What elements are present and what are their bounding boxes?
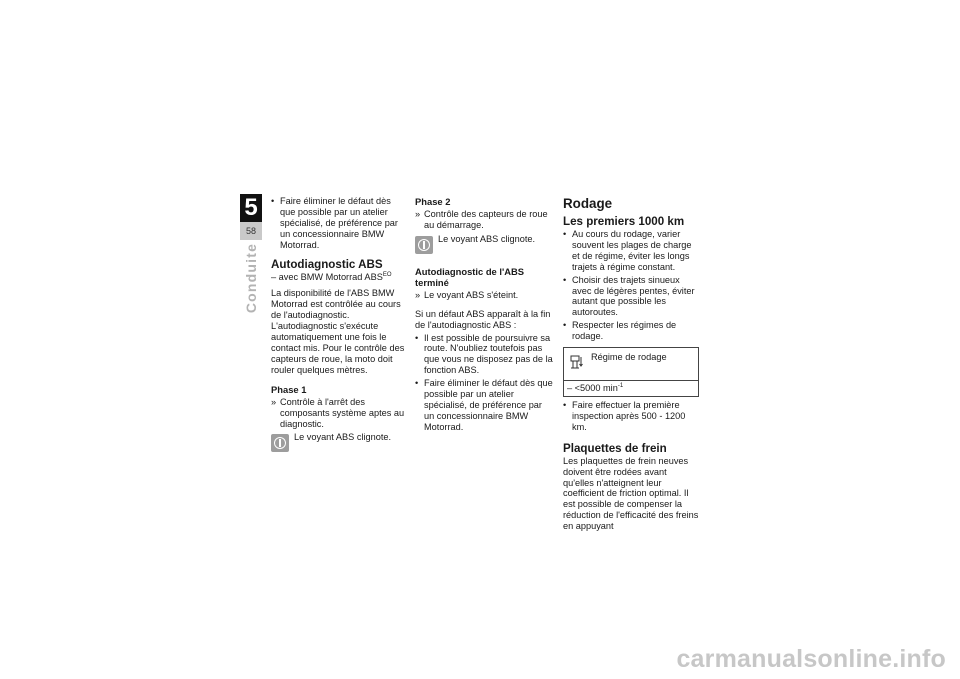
spec-box-header — [564, 348, 698, 380]
paragraph: Les plaquettes de frein neuves doivent être rodées avant qu'elles n'atteignent leur coefficient de friction optimal. Il est possible de compenser la réduction de l'efficacité des freins en appuyant — [563, 455, 699, 532]
spec-box-label: Régime de rodage — [591, 352, 667, 363]
chapter-tab — [240, 194, 262, 240]
phase-2-heading: Phase 2 — [415, 196, 451, 207]
section-heading-first-km: Les premiers 1000 km — [563, 215, 685, 228]
spec-box-value — [564, 380, 698, 396]
engine-speed-icon — [570, 354, 584, 370]
watermark: carmanualsonline.info — [676, 645, 946, 673]
list-item: • Faire éliminer le défaut dès que possible par un atelier spécialisé, de préférence par un concessionnaire BMW Motorrad. — [271, 196, 408, 251]
info-note — [271, 432, 408, 452]
info-note — [415, 234, 553, 254]
section-side-label: Conduite — [243, 242, 259, 314]
info-note-text: Le voyant ABS clignote. — [438, 233, 536, 244]
selfdiag-done-heading: Autodiagnostic de l'ABS terminé — [415, 265, 525, 288]
spec-value-superscript: -1 — [617, 383, 624, 389]
info-note-text: Le voyant ABS clignote. — [294, 432, 392, 443]
page-number: 58 — [240, 222, 262, 240]
paragraph: La disponibilité de l'ABS BMW Motorrad est contrôlée au cours de l'autodiagnostic. L'autodiagnostic s'exécute automatiquement une fois le contact mis. Pour le contrôle des capteurs de roue, la moto doit rouler quelques mètres. — [271, 288, 405, 375]
section-heading-brake-pads: Plaquettes de frein — [563, 441, 667, 455]
equipment-note — [271, 272, 408, 283]
list-item: • Au cours du rodage, varier souvent les plages de charge et de régime, éviter les longs trajets à régime constant. — [563, 229, 699, 273]
column-middle — [415, 196, 553, 435]
list-item: • Il est possible de poursuivre sa route. N'oubliez toutefois pas que vous ne disposez pas de la fonction ABS. — [415, 333, 553, 377]
column-right — [563, 196, 699, 538]
step-item: » Contrôle à l'arrêt des composants système aptes au diagnostic. — [271, 397, 408, 430]
spec-box — [563, 347, 699, 397]
chapter-number: 5 — [240, 194, 262, 222]
list-item: • Faire éliminer le défaut dès que possible par un atelier spécialisé, de préférence par un concessionnaire BMW Motorrad. — [415, 378, 553, 433]
chapter-title-rodage: Rodage — [563, 196, 613, 211]
info-icon — [415, 236, 433, 254]
list-item: • Respecter les régimes de rodage. — [563, 320, 699, 342]
list-item: • Choisir des trajets sinueux avec de légères pentes, éviter autant que possible les autoroutes. — [563, 275, 699, 319]
list-item: • Faire effectuer la première inspection après 500 - 1200 km. — [563, 400, 699, 433]
info-icon — [271, 434, 289, 452]
equipment-note-text: – avec BMW Motorrad ABS — [271, 271, 383, 282]
step-item: » Contrôle des capteurs de roue au démarrage. — [415, 209, 553, 231]
step-item: » Le voyant ABS s'éteint. — [415, 290, 553, 301]
paragraph: Si un défaut ABS apparaît à la fin de l'autodiagnostic ABS : — [415, 308, 551, 330]
column-left — [271, 196, 408, 454]
section-heading-abs-selfdiag: Autodiagnostic ABS — [271, 257, 383, 271]
equipment-superscript: EO — [382, 271, 392, 278]
spec-value-text: – <5000 min — [567, 383, 618, 394]
phase-1-heading: Phase 1 — [271, 383, 307, 395]
